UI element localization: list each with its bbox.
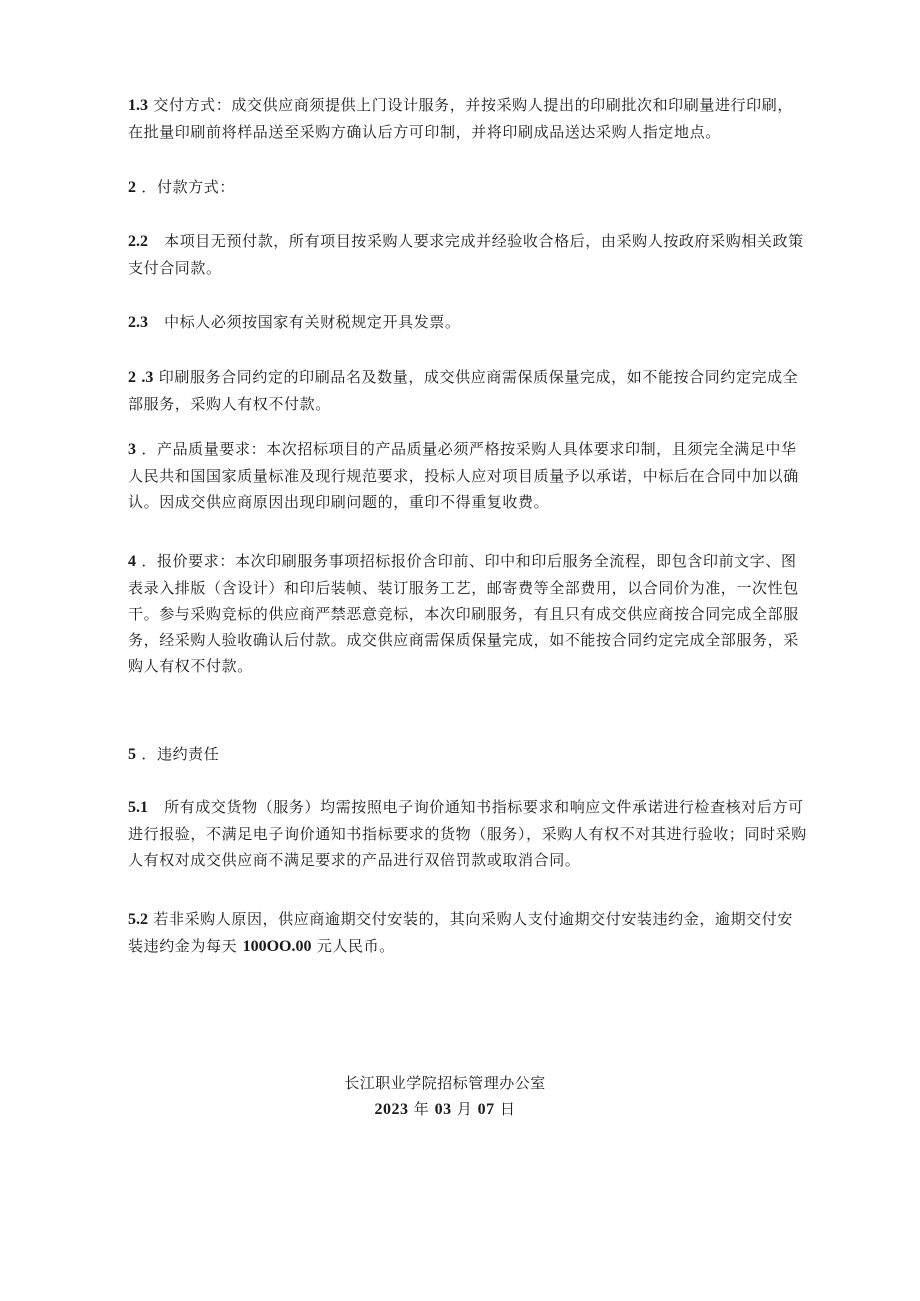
section-5-heading bbox=[128, 741, 808, 768]
date-month: 03 bbox=[434, 1101, 452, 1118]
section-2-3 bbox=[128, 309, 808, 336]
section-number: 2.2 bbox=[128, 233, 148, 250]
section-text: 交付方式：成交供应商须提供上门设计服务，并按采购人提出的印刷批次和印刷量进行印刷，在批量印刷前将样品送至采购方确认后方可印制，并将印刷成品送达采购人指定地点。 bbox=[128, 96, 793, 141]
section-text: 若非采购人原因，供应商逾期交付安装的，其向采购人支付逾期交付安装违约金，逾期交付安装违约金为每天 bbox=[128, 910, 793, 955]
signature-date bbox=[0, 1098, 890, 1119]
date-day-unit: 日 bbox=[499, 1100, 516, 1118]
section-number: 2 bbox=[128, 369, 136, 386]
penalty-amount: 100OO.00 bbox=[242, 938, 312, 955]
date-year: 2023 bbox=[374, 1101, 409, 1118]
section-2-2 bbox=[128, 228, 808, 281]
section-text: ．报价要求：本次印刷服务事项招标报价含印前、印中和印后服务全流程，即包含印前文字、图表录入排版（含设计）和印后装帧、装订服务工艺，邮寄费等全部费用，以合同价为准，一次性包干。参与采购竞标的供应商严禁恶意竞标，本次印刷服务，有且只有成交供应商按合同完成全部服务，经采购人验收确认后付款。成交供应商需保质保量完成，如不能按合同约定完成全部服务，采购人有权不付款。 bbox=[128, 552, 799, 675]
section-text: 印刷服务合同约定的印刷品名及数量，成交供应商需保质保量完成，如不能按合同约定完成全部服务，采购人有权不付款。 bbox=[128, 368, 799, 413]
section-5-1 bbox=[128, 794, 808, 873]
section-number: 5.2 bbox=[128, 911, 148, 928]
section-text-end: 元人民币。 bbox=[316, 937, 395, 955]
section-number: 5 bbox=[128, 746, 136, 763]
section-number: 2 bbox=[128, 179, 136, 196]
section-number: 2.3 bbox=[128, 314, 148, 331]
date-year-unit: 年 bbox=[413, 1100, 430, 1118]
section-number: 3 bbox=[128, 441, 136, 458]
section-text: ．付款方式： bbox=[141, 178, 235, 196]
section-2-3b bbox=[128, 364, 808, 417]
section-text: ．违约责任 bbox=[141, 745, 220, 763]
section-number: 5.1 bbox=[128, 799, 148, 816]
section-5-2 bbox=[128, 906, 808, 960]
section-number-suffix: .3 bbox=[141, 369, 154, 386]
section-1-3 bbox=[128, 92, 808, 145]
section-text: 所有成交货物（服务）均需按照电子询价通知书指标要求和响应文件承诺进行检查核对后方可进行报验，不满足电子询价通知书指标要求的货物（服务），采购人有权不对其进行验收；同时采购人有权对成交供应商不满足要求的产品进行双倍罚款或取消合同。 bbox=[128, 798, 807, 869]
signature-organization: 长江职业学院招标管理办公室 bbox=[344, 1074, 546, 1092]
section-number: 4 bbox=[128, 553, 136, 570]
section-text: 中标人必须按国家有关财税规定开具发票。 bbox=[164, 313, 461, 331]
section-4 bbox=[128, 548, 808, 679]
section-text: ．产品质量要求：本次招标项目的产品质量必须严格按采购人具体要求印制，且须完全满足中华人民共和国国家质量标准及现行规范要求，投标人应对项目质量予以承诺，中标后在合同中加以确认。因成交供应商原因出现印刷问题的，重印不得重复收费。 bbox=[128, 440, 799, 511]
section-text: 本项目无预付款，所有项目按采购人要求完成并经验收合格后，由采购人按政府采购相关政策支付合同款。 bbox=[128, 232, 804, 277]
section-3 bbox=[128, 436, 808, 515]
section-2-heading bbox=[128, 174, 808, 201]
date-month-unit: 月 bbox=[456, 1100, 473, 1118]
date-day: 07 bbox=[477, 1101, 495, 1118]
section-number: 1.3 bbox=[128, 97, 148, 114]
